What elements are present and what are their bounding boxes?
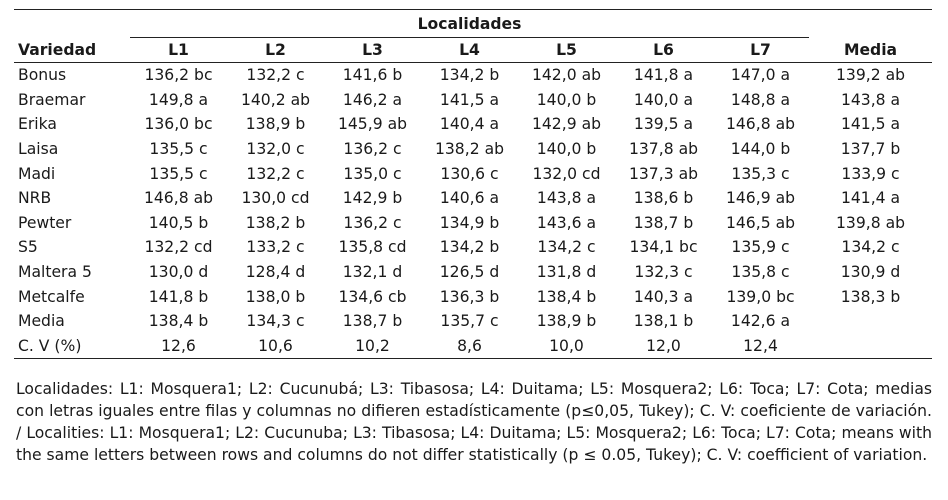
table-cell: 136,0 bc (144, 115, 213, 134)
table-cell: 128,4 d (245, 263, 306, 282)
table-row (14, 63, 932, 88)
table-cell: 140,3 a (633, 287, 694, 306)
table-cell: 134,2 c (841, 238, 900, 257)
row-label: Laisa (18, 140, 59, 159)
group-header-spacer (14, 10, 130, 38)
table-cell: 146,2 a (342, 90, 403, 109)
table-cell: 135,8 cd (338, 238, 407, 257)
column-header: L6 (615, 38, 712, 63)
table-cell: 137,3 ab (628, 164, 699, 183)
table-cell: 134,6 cb (338, 287, 407, 306)
table-cell: 142,6 a (730, 312, 791, 331)
table-cell: 138,2 b (245, 213, 306, 232)
table-cell: 143,8 a (840, 90, 901, 109)
data-table (14, 9, 932, 359)
table-cell: 138,9 b (245, 115, 306, 134)
table-cell: 136,2 c (343, 140, 402, 159)
table-footnote: Localidades: L1: Mosquera1; L2: Cucunubá; L3: Tibasosa; L4: Duitama; L5: Mosquera2; L6: Toca; L7: Cota; medias con letras iguales entre filas y columnas no difieren estadísticamente (p≤0,05, Tukey); C. V: coeficiente de variación. / Localities: L1: Mosquera1; L2: Cucunuba; L3: Tibasosa; L4: Duitama; L5: Mosquera2; L6: Toca; L7: Cota; means with the same letters between rows and columns do not differ statistically (p ≤ 0.05, Tukey); C. V: coefficient of variation. (16, 380, 932, 464)
table-row (14, 88, 932, 113)
table-cell: 135,3 c (731, 164, 790, 183)
row-label: S5 (18, 238, 38, 257)
table-cell: 10,0 (518, 334, 615, 359)
table-cell: 132,2 cd (144, 238, 213, 257)
table-cell: 135,5 c (149, 164, 208, 183)
table-cell: 138,6 b (633, 189, 694, 208)
table-cell: 136,2 bc (144, 66, 213, 85)
table-body (14, 63, 932, 359)
table-cell: 139,0 bc (726, 287, 795, 306)
table-cell: 139,2 ab (835, 66, 906, 85)
table-cell: 139,8 ab (835, 213, 906, 232)
table-cell: 132,0 c (246, 140, 305, 159)
table-cell: 135,5 c (149, 140, 208, 159)
table-row (14, 260, 932, 285)
table-row (14, 137, 932, 162)
table-cell: 140,5 b (148, 213, 209, 232)
table-cell: 146,5 ab (725, 213, 796, 232)
table-cell: 126,5 d (439, 263, 500, 282)
column-header: L4 (421, 38, 518, 63)
table-cell: 134,2 c (537, 238, 596, 257)
column-header: L2 (227, 38, 324, 63)
table-cell: 132,2 c (246, 66, 305, 85)
table-cell: 137,8 ab (628, 140, 699, 159)
row-label: Pewter (18, 213, 72, 232)
table-cell: 130,9 d (840, 263, 901, 282)
table-cell: 142,9 ab (531, 115, 602, 134)
column-header: Media (809, 38, 932, 63)
table-cell: 138,0 b (245, 287, 306, 306)
table-row (14, 284, 932, 309)
table-cell: 140,6 a (439, 189, 500, 208)
group-header-localidades: Localidades (130, 10, 809, 38)
table-cell: 148,8 a (730, 90, 791, 109)
table-cell: 132,3 c (634, 263, 693, 282)
table-cell: 145,9 ab (337, 115, 408, 134)
group-header-spacer-right (809, 10, 932, 38)
table-cell: 137,7 b (840, 140, 901, 159)
table-cell: 146,8 ab (143, 189, 214, 208)
table-cell: 134,1 bc (629, 238, 698, 257)
table-cell: 130,6 c (440, 164, 499, 183)
column-header: L7 (712, 38, 809, 63)
table-cell: 140,4 a (439, 115, 500, 134)
table-cell: 147,0 a (730, 66, 791, 85)
table-cell: 138,2 ab (434, 140, 505, 159)
table-cell: 138,7 b (633, 213, 694, 232)
table-cell: 132,2 c (246, 164, 305, 183)
table-cell: 141,4 a (840, 189, 901, 208)
column-header: L3 (324, 38, 421, 63)
table-cell: 132,1 d (342, 263, 403, 282)
table-cell: 144,0 b (730, 140, 791, 159)
column-header-row (14, 38, 932, 63)
table-cell: 142,9 b (342, 189, 403, 208)
table-cell: 143,8 a (536, 189, 597, 208)
table-cell: 140,2 ab (240, 90, 311, 109)
table-cell (809, 334, 932, 359)
table-cell: 138,4 b (148, 312, 209, 331)
table-row (14, 112, 932, 137)
table-row (14, 235, 932, 260)
row-label: Madi (18, 164, 56, 183)
table-cell: 141,6 b (342, 66, 403, 85)
table-cell: 133,2 c (246, 238, 305, 257)
table-cell: 141,8 a (633, 66, 694, 85)
table-cell: 138,7 b (342, 312, 403, 331)
column-header: L1 (130, 38, 227, 63)
table-row (14, 161, 932, 186)
table-cell: 140,0 a (633, 90, 694, 109)
column-header: Variedad (14, 38, 130, 63)
table-cell: 140,0 b (536, 140, 597, 159)
table-cell: 135,8 c (731, 263, 790, 282)
table-cell: 141,8 b (148, 287, 209, 306)
table-cell: 132,0 cd (532, 164, 601, 183)
table-row (14, 211, 932, 236)
table-cell: 130,0 d (148, 263, 209, 282)
table-cell: 142,0 ab (531, 66, 602, 85)
table-cell: 136,3 b (439, 287, 500, 306)
table-cell: 8,6 (421, 334, 518, 359)
table-cell: 138,4 b (536, 287, 597, 306)
table-cell: 134,9 b (439, 213, 500, 232)
table-cell: 10,6 (227, 334, 324, 359)
table-cell: 131,8 d (536, 263, 597, 282)
row-label: Maltera 5 (18, 263, 92, 282)
row-label: Media (18, 312, 65, 331)
table-row (14, 334, 932, 359)
table-cell: 149,8 a (148, 90, 209, 109)
row-label: Metcalfe (18, 287, 85, 306)
table-cell: 136,2 c (343, 213, 402, 232)
table-cell: 146,9 ab (725, 189, 796, 208)
row-label: C. V (%) (14, 334, 130, 359)
table-cell: 146,8 ab (725, 115, 796, 134)
column-header: L5 (518, 38, 615, 63)
table-cell: 12,4 (712, 334, 809, 359)
table-row (14, 186, 932, 211)
table-cell: 134,2 b (439, 66, 500, 85)
table-cell: 135,7 c (440, 312, 499, 331)
table-cell (809, 309, 932, 334)
row-label: Erika (18, 115, 57, 134)
table-cell: 138,9 b (536, 312, 597, 331)
table-cell: 138,1 b (633, 312, 694, 331)
table-cell: 139,5 a (633, 115, 694, 134)
table-cell: 134,3 c (246, 312, 305, 331)
row-label: Braemar (18, 90, 86, 109)
table-cell: 138,3 b (840, 287, 901, 306)
table-cell: 143,6 a (536, 213, 597, 232)
group-header-row (14, 10, 932, 38)
table-cell: 12,0 (615, 334, 712, 359)
table-cell: 141,5 a (439, 90, 500, 109)
table-cell: 141,5 a (840, 115, 901, 134)
table-cell: 135,0 c (343, 164, 402, 183)
table-cell: 135,9 c (731, 238, 790, 257)
table-cell: 140,0 b (536, 90, 597, 109)
table-row (14, 309, 932, 334)
table-cell: 134,2 b (439, 238, 500, 257)
table-cell: 130,0 cd (241, 189, 310, 208)
table-cell: 133,9 c (841, 164, 900, 183)
table-cell: 10,2 (324, 334, 421, 359)
row-label: NRB (18, 189, 52, 208)
table-cell: 12,6 (130, 334, 227, 359)
row-label: Bonus (18, 66, 67, 85)
